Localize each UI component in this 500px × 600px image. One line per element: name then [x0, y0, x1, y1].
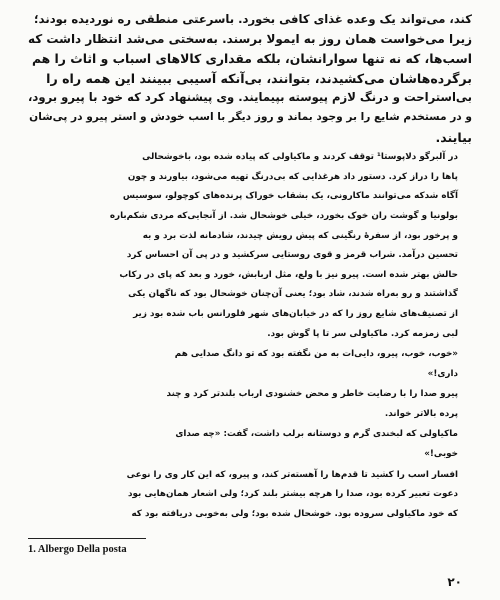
paragraph-5	[28, 425, 472, 464]
paragraph-3	[28, 345, 472, 384]
text-line: که خود ماکیاولی سروده بود. خوشحال شده بود؛ ولی به‌خوبی دریافته بود که	[131, 508, 458, 519]
text-line: افسار اسب را کشید تا قدم‌ها را آهسته‌تر کند، و پیرو، که این کار وی را نوعی	[126, 469, 458, 480]
text-line: در آلبرگو دلاپوستا¹ توقف کردند و ماکیاولی که پیاده شده بود، باخوشحالی	[142, 152, 458, 163]
paragraph-2	[28, 148, 472, 344]
text-line: بولونیا و گوشت ران خوک بخورد، خیلی خوشحال شد. از آنجایی‌که مردی شکم‌باره	[109, 210, 458, 221]
paragraph-6	[28, 466, 472, 525]
text-line: پرده بالاتر خواند.	[384, 408, 458, 419]
text-line: تحسین درآمد. شراب قرمز و قوی روستایی سرکشید و در پی آن احساس کرد	[126, 250, 458, 261]
text-line: و در مستخدم شایع را بر وجود بماند و روز دیگر با اسب خودش و استر پیرو در پی‌شان	[29, 110, 472, 123]
text-line: اسب‌ها، که نه تنها سوارانشان، بلکه مقداری کالاهای اسباب و اثاث را هم	[31, 51, 472, 67]
text-line: خوبی!»	[424, 449, 458, 460]
text-line: آگاه شدکه می‌توانند ماکارونی، یک بشقاب خوراک پرنده‌های کوچولو، سوسیس	[122, 191, 458, 202]
text-line: داری!»	[427, 368, 458, 379]
text-line: زیرا می‌خواست همان روز به ایمولا برسند. به‌سختی می‌شد انتظار داشت که	[28, 31, 472, 46]
text-line: کند، می‌تواند یک وعده غذای کافی بخورد. باسرعتی منطقی ره نوردیده بودند؛	[34, 12, 472, 26]
text-line: و پرخور بود، از سفرهٔ رنگینی که پیش رویش چیدند، شادمانه لذت برد و به	[142, 230, 458, 241]
text-line: لبی زمزمه کرد. ماکیاولی سر تا پا گوش بود.	[267, 328, 458, 339]
book-page	[28, 10, 472, 590]
text-line: بیایند.	[435, 129, 472, 145]
text-line: گذاشتند و رو به‌راه شدند، شاد بود؛ یعنی آن‌چنان خوشحال بود که ناگهان یکی	[128, 289, 458, 300]
text-line: پیرو صدا را با رضایت خاطر و محض خشنودی ارباب بلندتر کرد و چند	[166, 389, 458, 400]
footnote-divider	[28, 538, 146, 539]
text-line: پاها را دراز کرد. دستور داد هرغذایی که بی‌درنگ تهیه می‌شود، بیاورند و چون	[127, 171, 458, 182]
text-line: دعوت تعبیر کرده بود، صدا را هرچه بیشتر بلند کرد؛ ولی اشعار همان‌هایی بود	[127, 489, 458, 500]
paragraph-1	[28, 10, 472, 147]
paragraph-4	[28, 385, 472, 424]
body-text	[28, 10, 472, 524]
text-line: حالش بهتر شده است. پیرو نیز با ولع، مثل اربابش، خورد و بعد که پای در رکاب	[119, 269, 458, 280]
footnote: 1. Albergo Della posta	[28, 544, 127, 555]
text-line: ماکیاولی که لبخندی گرم و دوستانه برلب داشت، گفت: «چه صدای	[175, 429, 458, 440]
text-line: «خوب، خوب، پیرو، دایی‌ات به من نگفته بود که تو دانگ صدایی هم	[174, 349, 458, 360]
text-line: از تصنیف‌های شایع روز را که در خیابان‌های شهر فلورانس باب شده بود زیر	[133, 308, 458, 319]
text-line: برگرده‌هاشان می‌کشیدند، بتوانند، بی‌آنکه آسیبی ببینند این همه راه را	[46, 70, 472, 86]
page-number: ۲۰	[447, 575, 462, 589]
text-line: بی‌استراحت و درنگ لازم پیوسته بپیمایند. وی پیشنهاد کرد که خود با پیرو برود،	[28, 90, 472, 105]
